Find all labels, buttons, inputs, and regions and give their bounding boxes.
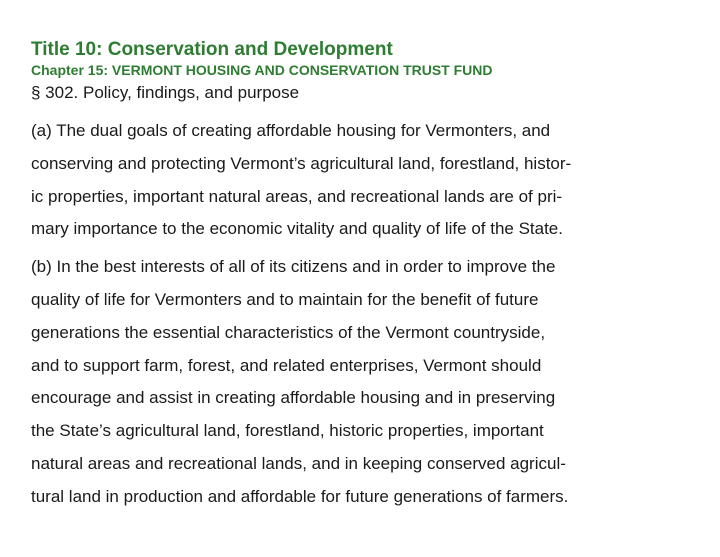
paragraph-line: mary importance to the economic vitality and quality of life of the State. bbox=[31, 219, 563, 239]
paragraph-line: natural areas and recreational lands, and in keeping conserved agricul- bbox=[31, 453, 566, 473]
paragraph-line: and to support farm, forest, and related enterprises, Vermont should bbox=[31, 355, 542, 375]
paragraph-line: conserving and protecting Vermont’s agricultural land, forestland, histor- bbox=[31, 153, 572, 173]
document-title: Title 10: Conservation and Development bbox=[31, 39, 393, 60]
paragraph-line: tural land in production and affordable for future generations of farmers. bbox=[31, 486, 569, 506]
document-page bbox=[31, 38, 703, 514]
paragraph-a bbox=[31, 115, 703, 246]
paragraph-line: quality of life for Vermonters and to maintain for the benefit of future bbox=[31, 289, 539, 309]
paragraph-line: (b) In the best interests of all of its citizens and in order to improve the bbox=[31, 257, 556, 277]
section-heading: § 302. Policy, findings, and purpose bbox=[31, 83, 300, 102]
chapter-heading: Chapter 15: VERMONT HOUSING AND CONSERVATION TRUST FUND bbox=[31, 62, 493, 78]
paragraph-line: encourage and assist in creating affordable housing and in preserving bbox=[31, 388, 556, 408]
paragraph-line: ic properties, important natural areas, and recreational lands are of pri- bbox=[31, 186, 563, 206]
paragraph-line: generations the essential characteristics of the Vermont countryside, bbox=[31, 322, 546, 342]
paragraph-line: the State’s agricultural land, forestland, historic properties, important bbox=[31, 421, 544, 441]
paragraph-b bbox=[31, 251, 703, 513]
paragraph-line: (a) The dual goals of creating affordable housing for Vermonters, and bbox=[31, 121, 551, 140]
